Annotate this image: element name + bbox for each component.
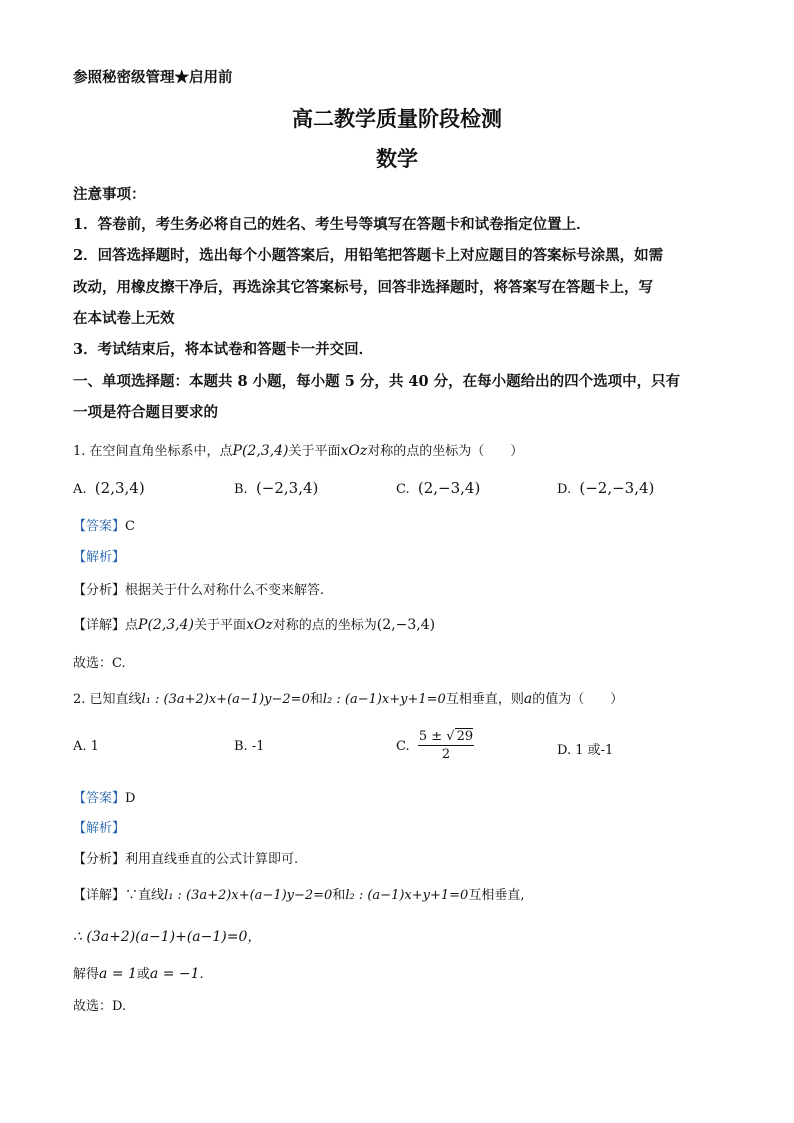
q1-fenxi	[73, 579, 324, 598]
q2-answer-value: D	[125, 791, 136, 806]
q2-answer	[73, 787, 135, 806]
q2-option-d: D. 1 或-1	[557, 743, 614, 758]
q1-choose: 故选：C.	[73, 656, 126, 671]
q2-option-c-pm: 5 ±	[418, 729, 443, 744]
q1-option-d	[557, 479, 654, 497]
q1-plane: xOz	[340, 443, 368, 459]
section-heading-line-1: 一、单项选择题：本题共 8 小题，每小题 5 分，共 40 分，在每小题给出的四个选项中，只有	[73, 373, 681, 390]
q2-solve	[73, 963, 204, 982]
q2-solution-2: a = −1	[149, 966, 200, 982]
q2-solve-a: 解得	[73, 967, 100, 982]
notes-item-2-line-1: 2．回答选择题时，选出每个小题答案后，用铅笔把答题卡上对应题目的答案标号涂黑，如需	[73, 247, 664, 264]
q2-stem-part-a: 2. 已知直线	[73, 692, 142, 707]
q2-option-c-numerator: 5 ± √ 29	[418, 729, 474, 744]
q2-stem	[73, 688, 623, 707]
q1-xj-part-b: 关于平面	[194, 618, 247, 633]
q2-variable: a	[523, 691, 533, 707]
q1-option-c-value: (2,−3,4)	[417, 479, 481, 497]
q2-xj-tail: 互相垂直,	[468, 888, 525, 903]
q1-stem	[73, 440, 523, 459]
q1-option-d-value: (−2,−3,4)	[579, 479, 655, 497]
q1-option-a-label: A.	[73, 482, 87, 497]
q2-xj-line-1: l₁ : (3a+2)x+(a−1)y−2=0	[164, 888, 333, 903]
q2-solve-end: .	[199, 967, 204, 982]
q2-fenxi	[73, 848, 298, 867]
notes-item-2-line-2: 改动，用橡皮擦干净后，再选涂其它答案标号，回答非选择题时，将答案写在答题卡上，写	[73, 279, 653, 296]
q1-option-c	[396, 479, 480, 497]
q2-stem-part-c: 的值为（ ）	[532, 692, 624, 707]
q2-xj-line-2: l₂ : (a−1)x+y+1=0	[345, 888, 469, 903]
q1-answer-tag: 【答案】	[73, 519, 126, 534]
q1-point: P(2,3,4)	[232, 443, 289, 459]
q2-xj-because: ∵直线	[125, 888, 165, 903]
exam-title: 高二教学质量阶段检测	[292, 106, 502, 131]
q1-xj-part-c: 对称的点的坐标为	[272, 618, 377, 633]
q1-answer	[73, 515, 135, 534]
q2-fenxi-tag: 【分析】	[73, 852, 126, 867]
q1-fenxi-text: 根据关于什么对称什么不变来解答.	[125, 583, 325, 598]
q2-option-c-fraction-bar	[418, 745, 474, 746]
q2-option-b: B. -1	[234, 739, 265, 754]
q1-option-b	[234, 479, 318, 497]
q2-line-1-equation: l₁ : (3a+2)x+(a−1)y−2=0	[141, 692, 310, 707]
subject-title: 数学	[376, 146, 418, 171]
q2-option-c-denominator: 2	[441, 747, 451, 762]
q2-therefore: ∴ (3a+2)(a−1)+(a−1)=0，	[73, 929, 262, 945]
q2-option-a: A. 1	[73, 739, 99, 754]
q2-xiangjie	[73, 884, 524, 903]
q2-fenxi-text: 利用直线垂直的公式计算即可.	[125, 852, 299, 867]
q2-stem-part-b: 互相垂直，则	[445, 692, 524, 707]
q1-xj-result: (2,−3,4)	[376, 617, 436, 633]
q2-solution-1: a = 1	[99, 966, 137, 982]
q1-xj-plane: xOz	[246, 617, 273, 633]
q1-stem-part-c: 对称的点的坐标为（ ）	[367, 444, 524, 459]
confidential-label: 参照秘密级管理★启用前	[73, 69, 233, 86]
notes-item-1: 1．答卷前，考生务必将自己的姓名、考生号等填写在答题卡和试卷指定位置上．	[73, 216, 591, 233]
q1-option-d-label: D.	[557, 482, 572, 497]
q1-xj-point: P(2,3,4)	[138, 617, 194, 633]
q2-option-c-label: C.	[396, 739, 410, 754]
q1-analysis-tag: 【解析】	[73, 550, 126, 565]
q1-xj-part-a: 点	[125, 618, 139, 633]
q1-option-a-value: (2,3,4)	[94, 479, 145, 497]
notes-heading: 注意事项：	[73, 186, 146, 203]
q1-option-b-value: (−2,3,4)	[255, 479, 319, 497]
q2-line-2-equation: l₂ : (a−1)x+y+1=0	[322, 692, 446, 707]
q1-option-a	[73, 479, 145, 497]
q1-xiangjie-tag: 【详解】	[73, 618, 126, 633]
q1-stem-part-a: 1. 在空间直角坐标系中，点	[73, 444, 233, 459]
q1-option-b-label: B.	[234, 482, 248, 497]
q2-answer-tag: 【答案】	[73, 791, 126, 806]
q1-xiangjie	[73, 614, 435, 633]
q2-option-c-fraction	[418, 729, 474, 762]
q2-xj-and: 和	[332, 888, 346, 903]
q2-xiangjie-tag: 【详解】	[73, 888, 126, 903]
q2-analysis-tag: 【解析】	[73, 821, 126, 836]
q1-fenxi-tag: 【分析】	[73, 583, 126, 598]
notes-item-3: 3．考试结束后，将本试卷和答题卡一并交回．	[73, 341, 374, 358]
q2-and: 和	[309, 692, 323, 707]
q2-choose: 故选：D.	[73, 999, 127, 1014]
q1-stem-part-b: 关于平面	[288, 444, 341, 459]
q2-solve-or: 或	[136, 967, 150, 982]
q2-option-c-radicand: 29	[456, 729, 474, 744]
q1-option-c-label: C.	[396, 482, 410, 497]
section-heading-line-2: 一项是符合题目要求的	[73, 404, 218, 421]
notes-item-2-line-3: 在本试卷上无效	[73, 310, 175, 327]
q1-answer-value: C	[125, 519, 135, 534]
